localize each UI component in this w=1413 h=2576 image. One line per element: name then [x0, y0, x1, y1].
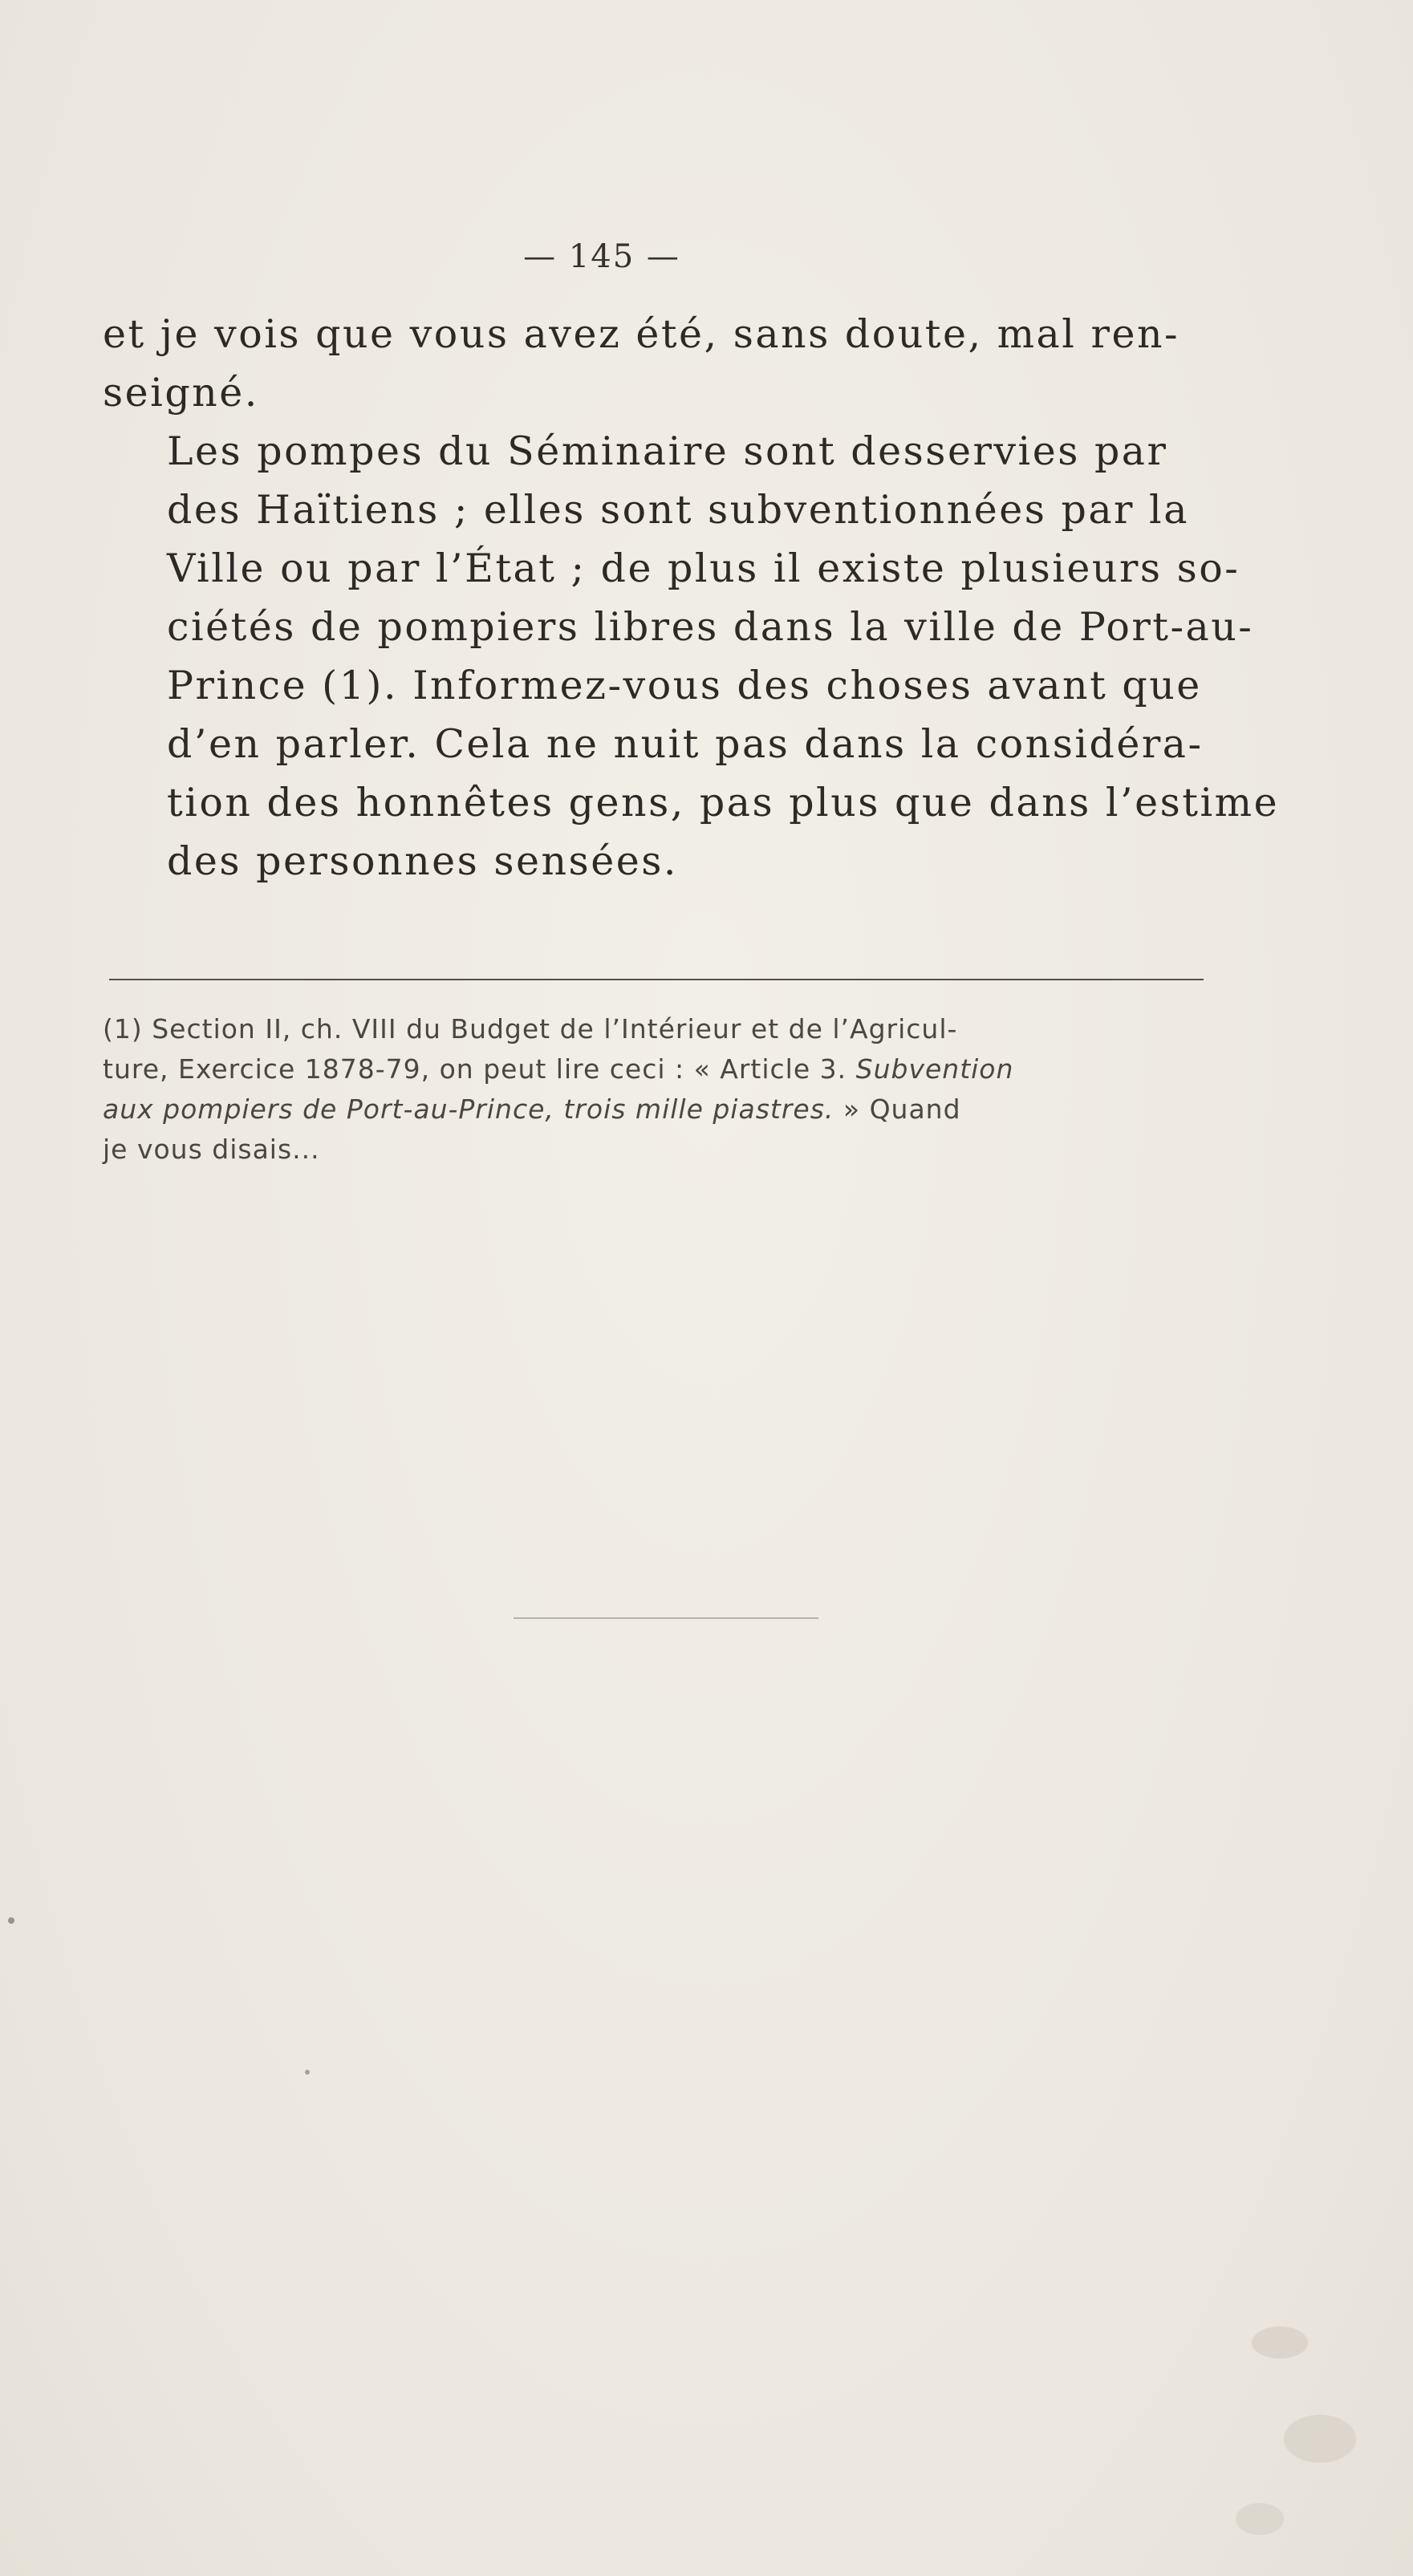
text-line: Prince (1). Informez-vous des choses avant que — [167, 663, 1202, 708]
text-line: des Haïtiens ; elles sont subventionnées par la — [167, 487, 1189, 533]
footnote-line: je vous disais... — [103, 1134, 320, 1165]
text-line: Les pompes du Séminaire sont desservies par — [167, 428, 1168, 474]
page-number: — 145 — — [523, 238, 680, 275]
text-line: et je vois que vous avez été, sans doute, mal ren- — [103, 311, 1180, 357]
footnote-line — [103, 1049, 1204, 1089]
footnote-text: ture, Exercice 1878-79, on peut lire ceci : « Article 3. — [103, 1053, 847, 1085]
text-line: tion des honnêtes gens, pas plus que dans l’estime — [167, 780, 1280, 826]
end-rule — [514, 1617, 818, 1619]
text-line: ciétés de pompiers libres dans la ville de Port-au- — [167, 604, 1254, 650]
footnote — [103, 1009, 1204, 1170]
paper-speck — [1284, 2415, 1356, 2463]
footnote-text: » Quand — [843, 1093, 961, 1125]
footnote-italic-text: aux pompiers de Port-au-Prince, trois mille piastres. — [103, 1093, 834, 1125]
footnote-italic-text: Subvention — [855, 1053, 1014, 1085]
body-text — [103, 305, 1280, 890]
text-line: d’en parler. Cela ne nuit pas dans la considéra- — [167, 721, 1204, 767]
text-line: des personnes sensées. — [167, 838, 678, 884]
text-line: seigné. — [103, 370, 259, 416]
footnote-line — [103, 1089, 1204, 1130]
paper-speck — [1252, 2327, 1308, 2359]
paragraph-2 — [103, 422, 1280, 890]
paragraph-1 — [103, 305, 1204, 422]
paper-speck — [1236, 2503, 1284, 2535]
footnote-divider — [109, 979, 1204, 980]
text-line: Ville ou par l’État ; de plus il existe plusieurs so- — [167, 546, 1240, 591]
paper-speck — [305, 2070, 310, 2075]
footnote-line: (1) Section II, ch. VIII du Budget de l’Intérieur et de l’Agricul- — [103, 1013, 958, 1045]
paper-speck — [8, 1917, 14, 1924]
